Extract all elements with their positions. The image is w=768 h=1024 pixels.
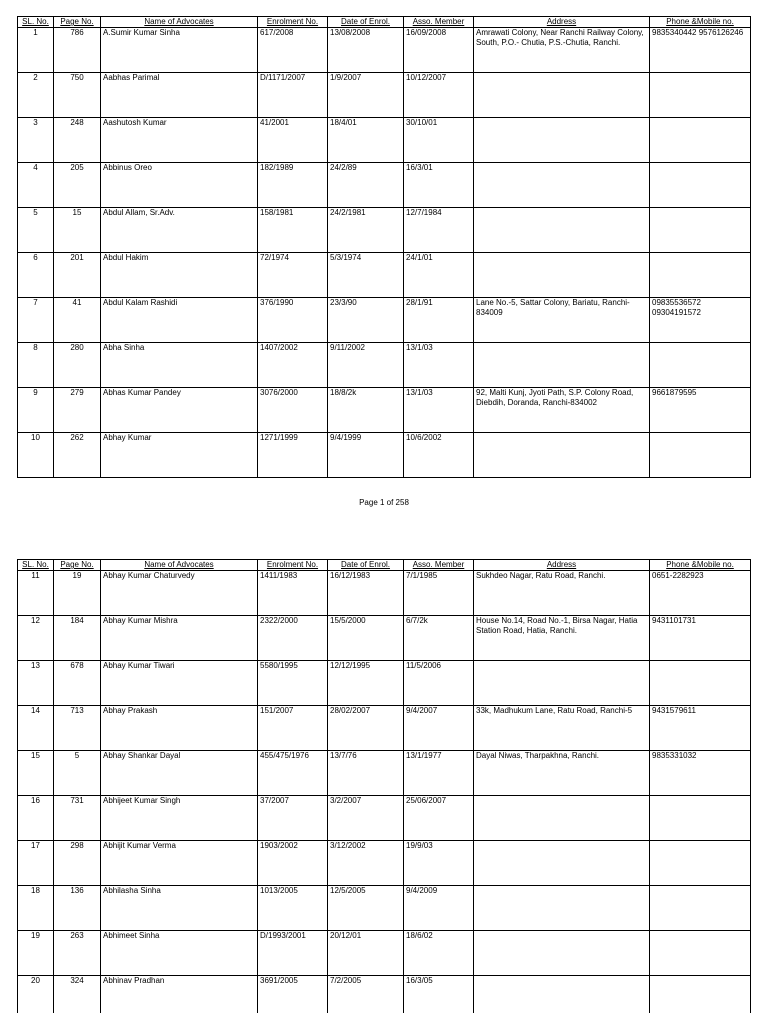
table-row	[18, 73, 751, 118]
enrolment-no-cell: 1411/1983	[258, 571, 328, 616]
address-cell	[474, 841, 650, 886]
table-row	[18, 661, 751, 706]
header-asso-member: Asso. Member	[404, 17, 474, 28]
date-of-enrol-cell: 5/3/1974	[328, 253, 404, 298]
sl-no-cell: 10	[18, 433, 54, 478]
address-cell	[474, 73, 650, 118]
page-no-cell: 5	[54, 751, 101, 796]
date-of-enrol-cell: 23/3/90	[328, 298, 404, 343]
sl-no-cell: 2	[18, 73, 54, 118]
page-no-cell: 201	[54, 253, 101, 298]
phone-cell	[650, 433, 751, 478]
header-name: Name of Advocates	[101, 17, 258, 28]
advocate-name-cell: Abdul Hakim	[101, 253, 258, 298]
sl-no-cell: 9	[18, 388, 54, 433]
sl-no-cell: 16	[18, 796, 54, 841]
address-cell: 33k, Madhukum Lane, Ratu Road, Ranchi-5	[474, 706, 650, 751]
date-of-enrol-cell: 1/9/2007	[328, 73, 404, 118]
advocate-name-cell: Abhijeet Kumar Singh	[101, 796, 258, 841]
sl-no-cell: 19	[18, 931, 54, 976]
advocates-table-page-1	[17, 16, 751, 478]
date-of-enrol-cell: 9/11/2002	[328, 343, 404, 388]
phone-cell	[650, 661, 751, 706]
date-of-enrol-cell: 20/12/01	[328, 931, 404, 976]
enrolment-no-cell: 1407/2002	[258, 343, 328, 388]
address-cell	[474, 163, 650, 208]
advocate-name-cell: Abbinus Oreo	[101, 163, 258, 208]
asso-member-cell: 13/1/03	[404, 343, 474, 388]
asso-member-cell: 18/6/02	[404, 931, 474, 976]
address-cell	[474, 886, 650, 931]
phone-cell: 9835331032	[650, 751, 751, 796]
advocate-name-cell: Aabhas Parimal	[101, 73, 258, 118]
asso-member-cell: 13/1/1977	[404, 751, 474, 796]
enrolment-no-cell: 455/475/1976	[258, 751, 328, 796]
header-phone: Phone &Mobile no.	[650, 560, 751, 571]
phone-cell	[650, 163, 751, 208]
asso-member-cell: 9/4/2007	[404, 706, 474, 751]
sl-no-cell: 1	[18, 28, 54, 73]
page-no-cell: 731	[54, 796, 101, 841]
advocate-name-cell: Abhijit Kumar Verma	[101, 841, 258, 886]
enrolment-no-cell: 41/2001	[258, 118, 328, 163]
table-row	[18, 298, 751, 343]
asso-member-cell: 7/1/1985	[404, 571, 474, 616]
date-of-enrol-cell: 16/12/1983	[328, 571, 404, 616]
advocate-name-cell: Abhay Kumar	[101, 433, 258, 478]
page-no-cell: 786	[54, 28, 101, 73]
table-row	[18, 931, 751, 976]
phone-cell	[650, 886, 751, 931]
page-no-cell: 248	[54, 118, 101, 163]
enrolment-no-cell: 151/2007	[258, 706, 328, 751]
asso-member-cell: 10/12/2007	[404, 73, 474, 118]
page-no-cell: 136	[54, 886, 101, 931]
header-sl-no: SL. No.	[18, 560, 54, 571]
page-no-cell: 263	[54, 931, 101, 976]
address-cell: Sukhdeo Nagar, Ratu Road, Ranchi.	[474, 571, 650, 616]
phone-cell: 9431579611	[650, 706, 751, 751]
enrolment-no-cell: 617/2008	[258, 28, 328, 73]
date-of-enrol-cell: 3/12/2002	[328, 841, 404, 886]
address-cell	[474, 796, 650, 841]
page-no-cell: 41	[54, 298, 101, 343]
enrolment-no-cell: 1271/1999	[258, 433, 328, 478]
table-row	[18, 28, 751, 73]
date-of-enrol-cell: 18/4/01	[328, 118, 404, 163]
phone-cell: 9661879595	[650, 388, 751, 433]
advocate-name-cell: Abhay Prakash	[101, 706, 258, 751]
table-row	[18, 163, 751, 208]
enrolment-no-cell: 376/1990	[258, 298, 328, 343]
enrolment-no-cell: 158/1981	[258, 208, 328, 253]
sl-no-cell: 13	[18, 661, 54, 706]
enrolment-no-cell: 3076/2000	[258, 388, 328, 433]
sl-no-cell: 17	[18, 841, 54, 886]
header-asso-member: Asso. Member	[404, 560, 474, 571]
header-date-of-enrol: Date of Enrol.	[328, 560, 404, 571]
page-footer: Page 1 of 258	[359, 498, 409, 507]
address-cell	[474, 208, 650, 253]
asso-member-cell: 6/7/2k	[404, 616, 474, 661]
advocate-name-cell: Abhinav Pradhan	[101, 976, 258, 1014]
page-no-cell: 713	[54, 706, 101, 751]
address-cell	[474, 253, 650, 298]
enrolment-no-cell: 5580/1995	[258, 661, 328, 706]
sl-no-cell: 18	[18, 886, 54, 931]
table-row	[18, 616, 751, 661]
page-no-cell: 19	[54, 571, 101, 616]
page-no-cell: 678	[54, 661, 101, 706]
advocate-name-cell: Abdul Kalam Rashidi	[101, 298, 258, 343]
address-cell: Lane No.-5, Sattar Colony, Bariatu, Ranchi-834009	[474, 298, 650, 343]
header-phone: Phone &Mobile no.	[650, 17, 751, 28]
date-of-enrol-cell: 3/2/2007	[328, 796, 404, 841]
table-row	[18, 253, 751, 298]
page-no-cell: 750	[54, 73, 101, 118]
sl-no-cell: 3	[18, 118, 54, 163]
page-no-cell: 324	[54, 976, 101, 1014]
advocate-name-cell: Abhas Kumar Pandey	[101, 388, 258, 433]
header-row	[18, 560, 751, 571]
table-row	[18, 208, 751, 253]
advocates-table-page-2	[17, 559, 751, 1013]
sl-no-cell: 6	[18, 253, 54, 298]
page-no-cell: 262	[54, 433, 101, 478]
address-cell	[474, 976, 650, 1014]
advocate-name-cell: Abhilasha Sinha	[101, 886, 258, 931]
date-of-enrol-cell: 13/08/2008	[328, 28, 404, 73]
date-of-enrol-cell: 12/12/1995	[328, 661, 404, 706]
sl-no-cell: 4	[18, 163, 54, 208]
advocate-name-cell: Abhay Shankar Dayal	[101, 751, 258, 796]
asso-member-cell: 11/5/2006	[404, 661, 474, 706]
phone-cell	[650, 73, 751, 118]
header-address: Address	[474, 17, 650, 28]
table-row	[18, 841, 751, 886]
page-no-cell: 184	[54, 616, 101, 661]
address-cell: House No.14, Road No.-1, Birsa Nagar, Hatia Station Road, Hatia, Ranchi.	[474, 616, 650, 661]
sl-no-cell: 7	[18, 298, 54, 343]
header-address: Address	[474, 560, 650, 571]
date-of-enrol-cell: 24/2/1981	[328, 208, 404, 253]
advocate-name-cell: A.Sumir Kumar Sinha	[101, 28, 258, 73]
advocate-name-cell: Aashutosh Kumar	[101, 118, 258, 163]
asso-member-cell: 16/09/2008	[404, 28, 474, 73]
table-body	[18, 571, 751, 1014]
date-of-enrol-cell: 24/2/89	[328, 163, 404, 208]
advocate-name-cell: Abhay Kumar Tiwari	[101, 661, 258, 706]
phone-cell	[650, 253, 751, 298]
table-row	[18, 796, 751, 841]
phone-cell	[650, 931, 751, 976]
asso-member-cell: 9/4/2009	[404, 886, 474, 931]
enrolment-no-cell: 1903/2002	[258, 841, 328, 886]
table-row	[18, 571, 751, 616]
table-row	[18, 751, 751, 796]
asso-member-cell: 24/1/01	[404, 253, 474, 298]
phone-cell	[650, 343, 751, 388]
header-row	[18, 17, 751, 28]
enrolment-no-cell: 72/1974	[258, 253, 328, 298]
asso-member-cell: 12/7/1984	[404, 208, 474, 253]
advocate-name-cell: Abha Sinha	[101, 343, 258, 388]
date-of-enrol-cell: 7/2/2005	[328, 976, 404, 1014]
enrolment-no-cell: 182/1989	[258, 163, 328, 208]
address-cell	[474, 118, 650, 163]
phone-cell	[650, 841, 751, 886]
enrolment-no-cell: 3691/2005	[258, 976, 328, 1014]
table-row	[18, 118, 751, 163]
phone-cell	[650, 208, 751, 253]
asso-member-cell: 10/6/2002	[404, 433, 474, 478]
phone-cell: 9431101731	[650, 616, 751, 661]
table-row	[18, 433, 751, 478]
phone-cell: 09835536572 09304191572	[650, 298, 751, 343]
address-cell	[474, 343, 650, 388]
table-body	[18, 28, 751, 478]
page-no-cell: 279	[54, 388, 101, 433]
address-cell	[474, 931, 650, 976]
advocate-name-cell: Abdul Allam, Sr.Adv.	[101, 208, 258, 253]
page-no-cell: 280	[54, 343, 101, 388]
sl-no-cell: 15	[18, 751, 54, 796]
asso-member-cell: 13/1/03	[404, 388, 474, 433]
date-of-enrol-cell: 15/5/2000	[328, 616, 404, 661]
asso-member-cell: 30/10/01	[404, 118, 474, 163]
enrolment-no-cell: D/1171/2007	[258, 73, 328, 118]
enrolment-no-cell: 1013/2005	[258, 886, 328, 931]
address-cell: Dayal Niwas, Tharpakhna, Ranchi.	[474, 751, 650, 796]
header-enrolment-no: Enrolment No.	[258, 560, 328, 571]
address-cell: 92, Malti Kunj, Jyoti Path, S.P. Colony Road, Diebdih, Doranda, Ranchi-834002	[474, 388, 650, 433]
table-row	[18, 976, 751, 1014]
asso-member-cell: 28/1/91	[404, 298, 474, 343]
table-row	[18, 886, 751, 931]
phone-cell	[650, 796, 751, 841]
asso-member-cell: 16/3/05	[404, 976, 474, 1014]
header-sl-no: SL. No.	[18, 17, 54, 28]
page-no-cell: 15	[54, 208, 101, 253]
table-row	[18, 388, 751, 433]
phone-cell: 9835340442 9576126246	[650, 28, 751, 73]
table-row	[18, 343, 751, 388]
sl-no-cell: 5	[18, 208, 54, 253]
address-cell: Amrawati Colony, Near Ranchi Railway Colony, South, P.O.- Chutia, P.S.-Chutia, Ranchi.	[474, 28, 650, 73]
advocate-name-cell: Abhay Kumar Chaturvedy	[101, 571, 258, 616]
date-of-enrol-cell: 12/5/2005	[328, 886, 404, 931]
sl-no-cell: 11	[18, 571, 54, 616]
sl-no-cell: 12	[18, 616, 54, 661]
date-of-enrol-cell: 18/8/2k	[328, 388, 404, 433]
date-of-enrol-cell: 28/02/2007	[328, 706, 404, 751]
page-no-cell: 298	[54, 841, 101, 886]
enrolment-no-cell: D/1993/2001	[258, 931, 328, 976]
phone-cell: 0651-2282923	[650, 571, 751, 616]
asso-member-cell: 25/06/2007	[404, 796, 474, 841]
table-row	[18, 706, 751, 751]
phone-cell	[650, 118, 751, 163]
header-page-no: Page No.	[54, 560, 101, 571]
sl-no-cell: 14	[18, 706, 54, 751]
header-date-of-enrol: Date of Enrol.	[328, 17, 404, 28]
address-cell	[474, 661, 650, 706]
header-name: Name of Advocates	[101, 560, 258, 571]
asso-member-cell: 16/3/01	[404, 163, 474, 208]
phone-cell	[650, 976, 751, 1014]
address-cell	[474, 433, 650, 478]
enrolment-no-cell: 2322/2000	[258, 616, 328, 661]
sl-no-cell: 8	[18, 343, 54, 388]
page-no-cell: 205	[54, 163, 101, 208]
date-of-enrol-cell: 9/4/1999	[328, 433, 404, 478]
asso-member-cell: 19/9/03	[404, 841, 474, 886]
sl-no-cell: 20	[18, 976, 54, 1014]
header-page-no: Page No.	[54, 17, 101, 28]
date-of-enrol-cell: 13/7/76	[328, 751, 404, 796]
advocate-name-cell: Abhay Kumar Mishra	[101, 616, 258, 661]
header-enrolment-no: Enrolment No.	[258, 17, 328, 28]
advocate-name-cell: Abhimeet Sinha	[101, 931, 258, 976]
enrolment-no-cell: 37/2007	[258, 796, 328, 841]
